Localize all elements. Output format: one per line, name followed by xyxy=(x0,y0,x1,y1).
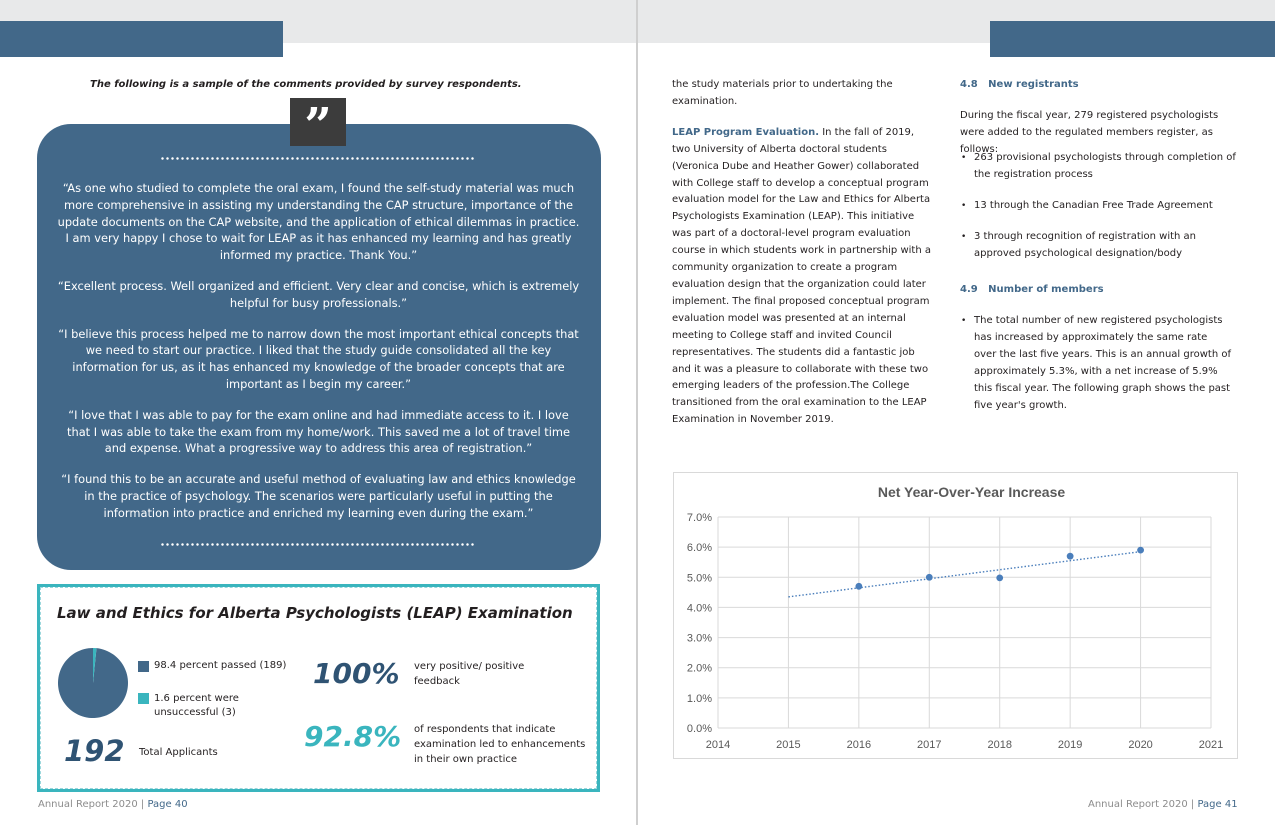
footer-text: Annual Report 2020 | xyxy=(38,799,148,810)
x-tick-label: 2014 xyxy=(705,739,731,751)
y-tick-label: 2.0% xyxy=(686,662,712,675)
yoy-chart xyxy=(673,472,1238,759)
quote-list xyxy=(55,180,582,536)
header-bar xyxy=(990,21,1275,57)
x-tick-label: 2018 xyxy=(987,739,1012,751)
quote-item: “I love that I was able to pay for the exam online and had immediate access to it. I love that I was able to take the exam from my home/work. This saved me a lot of travel time and expense. What a progressive way to address this area of registration.” xyxy=(67,407,570,456)
enhancement-value: 92.8% xyxy=(304,720,402,753)
y-tick-label: 5.0% xyxy=(686,572,712,585)
x-tick-label: 2015 xyxy=(776,739,801,751)
footer-left xyxy=(38,799,188,810)
paragraph xyxy=(672,125,934,429)
page-number: Page 41 xyxy=(1197,799,1238,810)
section-heading-4-9 xyxy=(960,284,1104,295)
dotted-divider xyxy=(160,157,476,160)
section-title: New registrants xyxy=(988,79,1079,90)
data-point xyxy=(996,574,1003,581)
x-tick-label: 2017 xyxy=(917,739,942,751)
run-in-heading: LEAP Program Evaluation. xyxy=(672,126,820,138)
y-tick-label: 6.0% xyxy=(686,542,712,555)
x-tick-label: 2016 xyxy=(846,739,872,751)
quote-item: “I found this to be an accurate and useful method of evaluating law and ethics knowledge in the practice of psychology. The scenarios were particularly useful in putting the information into practice and enriched my learning even during the exam.” xyxy=(61,472,576,520)
footer-right xyxy=(1088,799,1238,810)
total-applicants-label: Total Applicants xyxy=(139,747,218,758)
data-point xyxy=(926,574,933,581)
total-applicants-value: 192 xyxy=(64,734,125,768)
footer-text: Annual Report 2020 | xyxy=(1088,799,1198,810)
y-tick-label: 4.0% xyxy=(686,602,712,615)
section-number: 4.9 xyxy=(960,284,978,295)
positive-feedback-label: very positive/ positive feedback xyxy=(414,661,525,687)
quote-item: “As one who studied to complete the oral exam, I found the self-study material was much more comprehensive in assisting my understanding the CAP structure, importance of the update documents on the CAP website, and the application of ethical dilemmas in practice. I am very happy I chose to wait for LEAP as it has enhanced my learning and has greatly informed my practice. Thank You.” xyxy=(57,181,580,263)
enhancement-label: of respondents that indicate examination led to enhancements in their own practice xyxy=(414,724,586,765)
list-item: • The total number of new registered psychologists has increased by approximately the same rate over the last five years. This is an annual growth of approximately 5.3%, with a net increase of 5.9% this fiscal year. The following graph shows the past five year's growth. xyxy=(960,313,1232,414)
header-bar xyxy=(0,21,283,57)
legend-unsuccessful: 1.6 percent were unsuccessful (3) xyxy=(154,693,239,718)
section-title: Number of members xyxy=(988,284,1104,295)
list-item: • 13 through the Canadian Free Trade Agreement xyxy=(960,198,1238,215)
new-registrants-list xyxy=(960,150,1238,263)
data-point xyxy=(855,583,862,590)
members-list xyxy=(960,313,1232,414)
trendline xyxy=(788,552,1140,597)
y-tick-label: 1.0% xyxy=(686,692,712,705)
section-number: 4.8 xyxy=(960,79,978,90)
intro-text: The following is a sample of the comments provided by survey respondents. xyxy=(90,79,522,90)
paragraph-body: In the fall of 2019, two University of Alberta doctoral students (Veronica Dube and Heather Gower) collaborated with College staff to develop a conceptual program evaluation model for the Law and Ethics for Alberta Psychologists Examination (LEAP). This initiative was part of a doctoral-level program evaluation course in which students work in partnership with a community organization to create a program evaluation design that the organization could later implement. The final proposed conceptual program evaluation model was presented at an internal meeting to College staff and invited Council representatives. The students did a fantastic job and it was a pleasure to collaborate with these two emerging leaders of the profession.The College transitioned from the oral examination to the LEAP Examination in November 2019. xyxy=(672,126,931,426)
list-item: • 3 through recognition of registration with an approved psychological designation/body xyxy=(960,229,1238,263)
legend-swatch-passed xyxy=(138,661,149,672)
page-spine xyxy=(636,0,638,825)
quote-item: “Excellent process. Well organized and efficient. Very clear and concise, which is extremely helpful for busy professionals.” xyxy=(57,278,580,310)
chart-title: Net Year-Over-Year Increase xyxy=(877,484,1066,500)
section-4-8-intro: During the fiscal year, 279 registered psychologists were added to the regulated members register, as follows: xyxy=(960,110,1219,155)
y-tick-label: 0.0% xyxy=(686,723,712,735)
quote-icon: ” xyxy=(290,98,346,146)
leap-title: Law and Ethics for Alberta Psychologists (LEAP) Examination xyxy=(57,604,573,622)
data-point xyxy=(1137,547,1144,554)
x-tick-label: 2021 xyxy=(1198,739,1224,751)
dotted-divider xyxy=(160,543,476,546)
quote-item: “I believe this process helped me to narrow down the most important ethical concepts that we need to start our practice. I liked that the study guide consolidated all the key information for us, as it has enhanced my knowledge of the broader concepts that are important as I begin my career.” xyxy=(58,326,579,391)
list-item: • 263 provisional psychologists through completion of the registration process xyxy=(960,150,1238,184)
x-tick-label: 2020 xyxy=(1128,739,1153,751)
positive-feedback-value: 100% xyxy=(313,657,400,690)
data-point xyxy=(1067,553,1074,560)
legend-swatch-unsuccessful xyxy=(138,693,149,704)
chart-canvas xyxy=(674,473,1239,760)
paragraph: the study materials prior to undertaking the examination. xyxy=(672,79,893,107)
x-tick-label: 2019 xyxy=(1057,739,1083,751)
page-number: Page 40 xyxy=(147,799,188,810)
legend-passed: 98.4 percent passed (189) xyxy=(154,660,287,671)
right-column-1 xyxy=(672,77,934,429)
pass-rate-pie-chart xyxy=(57,647,129,719)
section-heading-4-8 xyxy=(960,79,1079,90)
y-tick-label: 3.0% xyxy=(686,632,712,645)
y-tick-label: 7.0% xyxy=(686,512,712,524)
